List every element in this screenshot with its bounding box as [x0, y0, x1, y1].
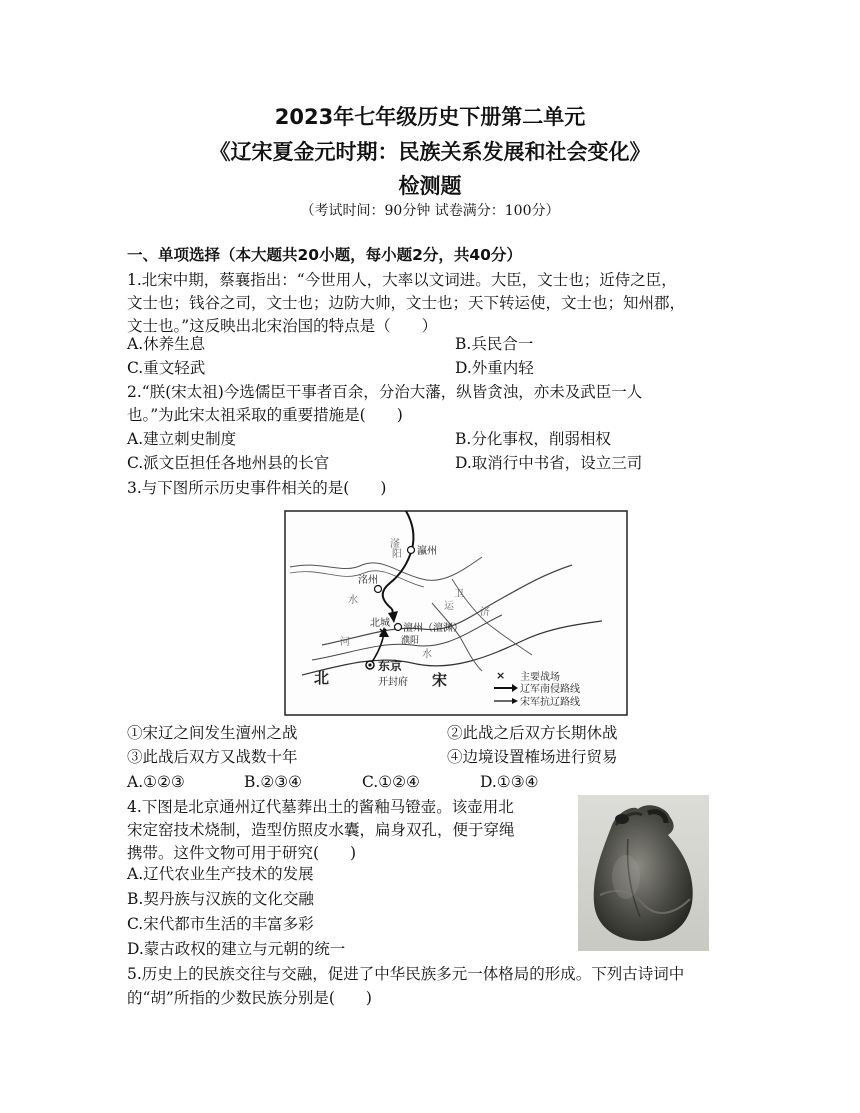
chanzhou-war-map [282, 505, 630, 719]
map-label-bei: 北 [314, 669, 330, 687]
q5-stem-line2: 的“胡”所指的少数民族分别是( ) [127, 989, 372, 1007]
q4-option-b: B.契丹族与汉族的文化交融 [127, 890, 314, 908]
legend-battle: 主要战场 [520, 672, 560, 683]
map-river-char: 阳 [392, 549, 402, 560]
q2-option-c: C.派文臣担任各地州县的长官 [127, 454, 330, 472]
q1-stem-line1: 1.北宋中期，蔡襄指出：“今世用人，大率以文词进。大臣，文士也；近侍之臣， [127, 271, 677, 289]
legend-liao-route: 辽军南侵路线 [520, 684, 580, 695]
q4-option-d: D.蒙古政权的建立与元朝的统一 [127, 940, 346, 958]
q3-statement-1: ①宋辽之间发生澶州之战 [127, 724, 298, 742]
map-river-char: 河 [340, 637, 350, 648]
map-label-mingzhou: 洺州 [358, 575, 378, 586]
map-label-beicheng: 北城 [370, 618, 390, 629]
map-label-puyang: 濮阳 [401, 636, 420, 646]
map-river-char: 滏 [390, 539, 400, 550]
q3-option-b: B.②③④ [244, 773, 303, 791]
q1-stem-line2: 文士也；钱谷之司，文士也；边防大帅，文士也；天下转运使，文士也；知州郡， [127, 294, 686, 312]
q1-option-b: B.兵民合一 [455, 335, 534, 353]
map-river-char: 济 [480, 607, 490, 618]
q3-statement-2: ②此战之后双方长期休战 [447, 724, 618, 742]
map-river-char: 卫 [454, 589, 464, 600]
map-river-char: 水 [348, 595, 358, 606]
svg-text:×: × [496, 669, 506, 682]
q1-option-c: C.重文轻武 [127, 359, 206, 377]
q2-stem-line1: 2.“朕(宋太祖)今选儒臣干事者百余，分治大藩，纵皆贪浊，亦未及武臣一人 [127, 383, 643, 401]
q4-stem-line2: 宋定窑技术烧制，造型仿照皮水囊，扁身双孔，便于穿绳 [127, 821, 515, 839]
map-river-char: 水 [422, 649, 432, 660]
exam-title: 2023年七年级历史下册第二单元 [274, 105, 586, 129]
q3-statement-4: ④边境设置榷场进行贸易 [447, 748, 618, 766]
q4-stem-line1: 4.下图是北京通州辽代墓葬出土的酱釉马镫壶。该壶用北 [127, 798, 514, 816]
exam-info: （考试时间：90分钟 试卷满分：100分） [300, 203, 560, 219]
q1-stem-line3: 文士也。”这反映出北宋治国的特点是（ ） [127, 317, 438, 335]
q3-statement-3: ③此战后双方又战数十年 [127, 748, 298, 766]
q4-option-c: C.宋代都市生活的丰富多彩 [127, 915, 314, 933]
q2-stem-line2: 也。”为此宋太祖采取的重要措施是( ) [127, 406, 403, 424]
stirrup-pot-photo [578, 795, 709, 951]
map-label-song: 宋 [432, 671, 448, 689]
map-river-char: 运 [444, 601, 454, 612]
map-label-yingzhou: 瀛州 [417, 546, 437, 557]
q1-option-a: A.休养生息 [127, 335, 206, 353]
q2-option-d: D.取消行中书省，设立三司 [455, 454, 643, 472]
q5-stem-line1: 5.历史上的民族交往与交融，促进了中华民族多元一体格局的形成。下列古诗词中 [127, 965, 685, 983]
q1-option-d: D.外重内轻 [455, 359, 534, 377]
exam-type: 检测题 [398, 174, 462, 198]
map-label-shanzhou: 澶州（澶渊） [403, 623, 463, 634]
q3-stem: 3.与下图所示历史事件相关的是( ) [127, 479, 387, 497]
svg-text:×: × [378, 625, 389, 639]
legend-song-route: 宋军抗辽路线 [520, 697, 580, 708]
section-heading: 一、单项选择（本大题共20小题，每小题2分，共40分） [127, 246, 522, 264]
q4-stem-line3: 携带。这件文物可用于研究( ) [127, 844, 357, 862]
q4-option-a: A.辽代农业生产技术的发展 [127, 865, 314, 883]
exam-subtitle: 《辽宋夏金元时期：民族关系发展和社会变化》 [209, 140, 651, 164]
q3-option-d: D.①③④ [480, 773, 539, 791]
q3-option-c: C.①②④ [362, 773, 420, 791]
map-label-dongjing: 东京 [378, 659, 403, 673]
q2-option-a: A.建立刺史制度 [127, 430, 237, 448]
q3-option-a: A.①②③ [127, 773, 185, 791]
q2-option-b: B.分化事权，削弱相权 [455, 430, 611, 448]
map-label-kaifeng: 开封府 [378, 677, 408, 688]
